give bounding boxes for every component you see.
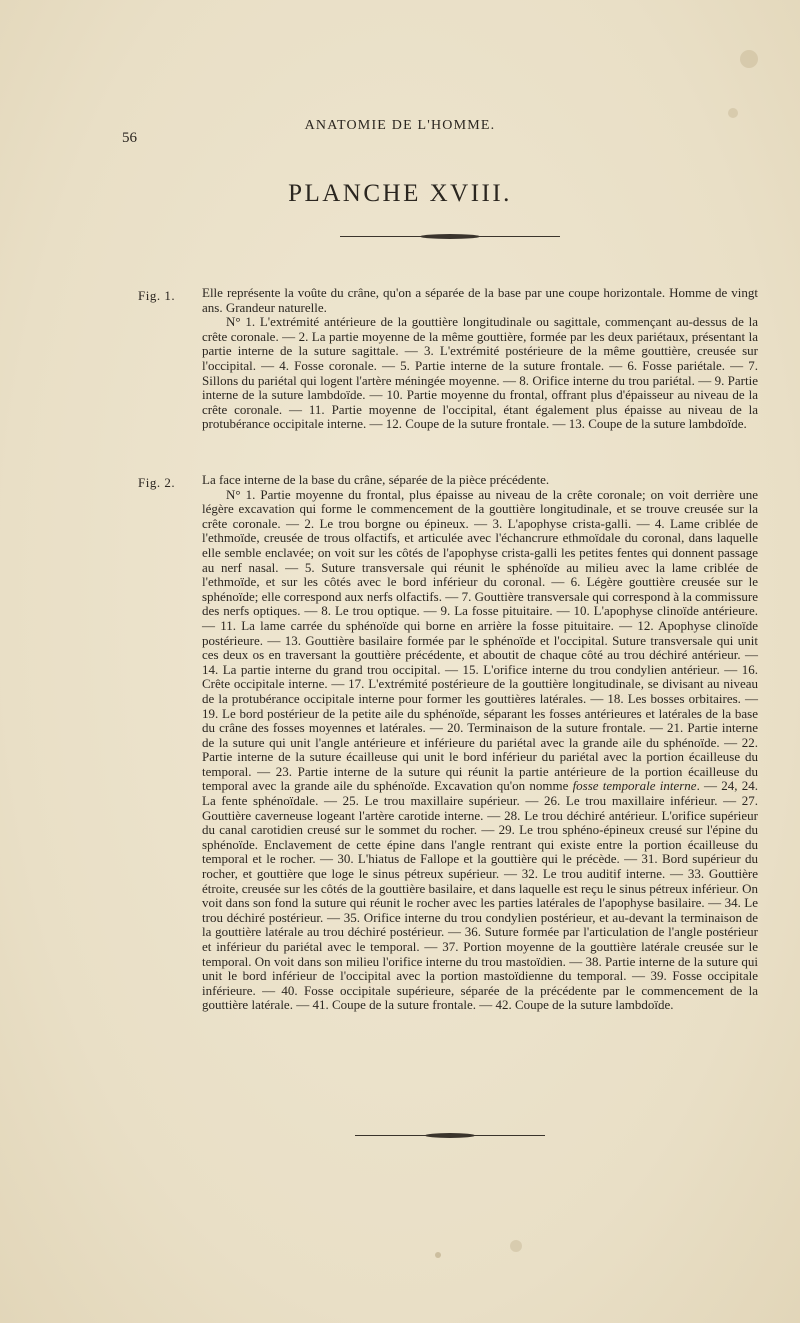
stain — [510, 1240, 522, 1252]
ornamental-rule — [340, 236, 560, 237]
figure-2-caption — [202, 473, 758, 1013]
ornamental-rule — [355, 1135, 545, 1136]
figure-label: Fig. 1. — [138, 288, 176, 303]
stain — [435, 1252, 441, 1258]
plate-title: PLANCHE XVIII. — [288, 180, 512, 207]
running-head: ANATOMIE DE L'HOMME. — [304, 118, 496, 133]
figure-1-caption — [202, 286, 758, 432]
figure-label: Fig. 2. — [138, 475, 176, 490]
figure-1-body: N° 1. L'extrémité antérieure de la gouttière longitudinale ou sagittale, commençant au-dessus de la crête coronale. — 2. La partie moyenne de la même gouttière, formée par les deux pariétaux, présentant la partie interne de la suture sagittale. — 3. L'extrémité postérieure de la même gouttière, creusée sur l'occipital. — 4. Fosse coronale. — 5. Partie interne de la suture frontale. — 6. Fosse pariétale. — 7. Sillons du pariétal qui logent l'artère méningée moyenne. — 8. Orifice interne du trou pariétal. — 9. Partie interne de la suture lambdoïde. — 10. Partie moyenne du frontal, offrant plus d'épaisseur au niveau de la crête coronale. — 11. Partie moyenne de l'occipital, étant également plus épaisse au niveau de la protubérance occipitale interne. — 12. Coupe de la suture frontale. — 13. Coupe de la suture lambdoïde. — [202, 314, 758, 432]
figure-2-body-text: N° 1. Partie moyenne du frontal, plus épaisse au niveau de la crête coronale; on voit derrière une légère excavation qui forme le commencement de la gouttière longitudinale, et se trouve creusée sur la crête coronale. — 2. Le trou borgne ou épineux. — 3. L'apophyse crista-galli. — 4. Lame criblée de l'ethmoïde, creusée de trous olfactifs, et articulée avec l'échancrure ethmoïdale du coronal, dans laquelle elle semble enclavée; on voit sur les côtés de l'apophyse crista-galli les petites fentes qui donnent passage au nerf nasal. — 5. Suture transversale qui réunit le sphénoïde au milieu avec la lame criblée de l'ethmoïde, et sur les côtés avec le bord inférieur du coronal. — 6. Légère gouttière creusée sur le sphénoïde; elle correspond aux nerfs olfactifs. — 7. Gouttière transversale qui correspond à la commissure des nerfs optiques. — 8. Le trou optique. — 9. La fosse pituitaire. — 10. L'apophyse clinoïde antérieure. — 11. La lame carrée du sphénoïde qui borne en arrière la fosse pituitaire. — 12. Apophyse clinoïde postérieure. — 13. Gouttière basilaire formée par le sphénoïde et l'occipital. Suture transversale qui unit ces deux os en traversant la gouttière précédente, et aboutit de chaque côté au trou déchiré antérieur. — 14. La partie interne du grand trou occipital. — 15. L'orifice interne du trou condylien antérieur. — 16. Crête occipitale interne. — 17. L'extrémité postérieure de la gouttière longitudinale, se divisant au niveau de la protubérance occipitale interne pour former les gouttières latérales. — 18. Les bosses orbitaires. — 19. Le bord postérieur de la petite aile du sphénoïde, séparant les fosses antérieures et latérales de la base du crâne des fosses moyennes et latérales. — 20. Terminaison de la suture frontale. — 21. Partie interne de la suture qui unit l'angle antérieure et inférieure du pariétal avec la grande aile du sphénoïde. — 22. Partie interne de la suture écailleuse qui unit le bord inférieur du pariétal avec la portion écailleuse du temporal. — 23. Partie interne de la suture qui réunit la partie antérieure de la portion écailleuse du temporal avec la grande aile du sphénoïde. Excavation qu'on nomme — [202, 486, 758, 794]
italic-term: fosse temporale interne — [572, 778, 697, 794]
figure-2-body — [202, 488, 758, 1013]
stain — [740, 50, 758, 68]
stain — [728, 108, 738, 118]
figure-1-intro: Elle représente la voûte du crâne, qu'on a séparée de la base par une coupe horizontale. Homme de vingt ans. Grandeur naturelle. — [202, 285, 758, 315]
figure-2-body-rest: . — 24, 24. La fente sphénoïdale. — 25. Le trou maxillaire supérieur. — 26. Le trou maxillaire inférieur. — 27. Gouttière caverneuse logeant l'artère carotide interne. — 28. Le trou déchiré antérieur. L'orifice supérieur du canal carotidien creusé sur le sommet du rocher. — 29. Le trou sphéno-épineux creusé sur l'épine du sphénoïde. Enclavement de cette épine dans l'angle rentrant qui existe entre la portion écailleuse du temporal et le rocher. — 30. L'hiatus de Fallope et la gouttière qui le précède. — 31. Bord supérieur du rocher, et gouttière que loge le sinus pétreux supérieur. — 32. Le trou auditif interne. — 33. Gouttière étroite, creusée sur les côtés de la gouttière basilaire, et dans laquelle est reçu le sinus pétreux inférieur. On voit dans son fond la suture qui réunit le rocher avec les parties latérales de l'apophyse basilaire. — 34. Le trou déchiré postérieur. — 35. Orifice interne du trou condylien postérieur, et au-devant la terminaison de la gouttière latérale au trou déchiré postérieur. — 36. Suture formée par l'articulation de l'angle postérieur et inférieur du pariétal avec le temporal. — 37. Portion moyenne de la gouttière latérale creusée sur le temporal. On voit dans son milieu l'orifice interne du trou mastoïdien. — 38. Partie interne de la suture qui unit le bord inférieur de l'occipital avec la portion mastoïdienne du temporal. — 39. Fosse occipitale inférieure. — 40. Fosse occipitale supérieure, séparée de la précédente par le commencement de la gouttière latérale. — 41. Coupe de la suture frontale. — 42. Coupe de la suture lambdoïde. — [202, 778, 758, 1013]
figure-2-intro: La face interne de la base du crâne, séparée de la pièce précédente. — [202, 472, 550, 487]
page-number: 56 — [122, 130, 137, 146]
